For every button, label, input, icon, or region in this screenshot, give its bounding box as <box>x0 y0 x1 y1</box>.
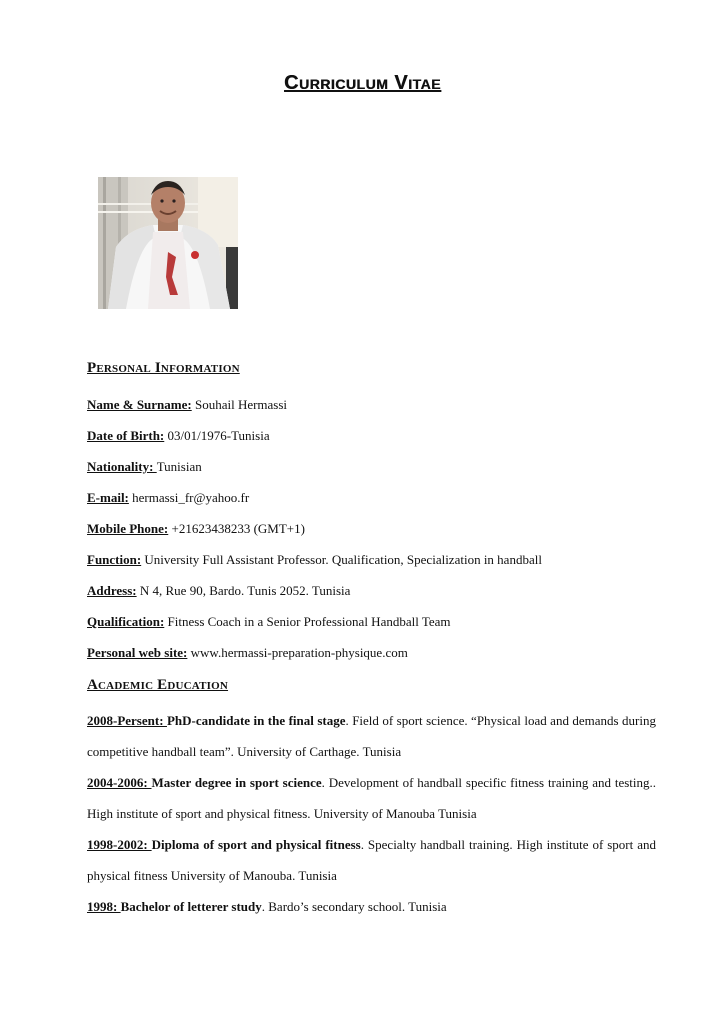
personal-information-heading: Personal Information <box>87 360 240 376</box>
field-label: Personal web site: <box>87 645 188 660</box>
field-date-of-birth <box>87 428 270 444</box>
education-years: 2004-2006: <box>87 775 152 790</box>
field-value: University Full Assistant Professor. Qualification, Specialization in handball <box>141 552 542 567</box>
field-label: Name & Surname: <box>87 397 192 412</box>
education-details: . Bardo’s secondary school. Tunisia <box>261 899 447 914</box>
document-title: Curriculum Vitae <box>284 72 441 94</box>
academic-education-heading: Academic Education <box>87 677 229 693</box>
education-entry-phd <box>87 705 656 767</box>
field-value: www.hermassi-preparation-physique.com <box>187 645 408 660</box>
field-label: Function: <box>87 552 142 567</box>
field-label: E-mail: <box>87 490 129 505</box>
field-value: Souhail Hermassi <box>191 397 288 412</box>
field-name <box>87 397 287 413</box>
education-details: . Field of sport science. “Physical load and demands during competitive handball team”. University of Carthage. Tunisia <box>87 713 657 759</box>
field-label: Mobile Phone: <box>87 521 169 536</box>
education-entry-bachelor <box>87 891 656 922</box>
field-label: Qualification: <box>87 614 165 629</box>
field-label: Address: <box>87 583 137 598</box>
field-value: Fitness Coach in a Senior Professional Handball Team <box>164 614 451 629</box>
field-value: +21623438233 (GMT+1) <box>168 521 305 536</box>
education-years: 1998-2002: <box>87 837 152 852</box>
education-entry-master <box>87 767 656 829</box>
field-value: N 4, Rue 90, Bardo. Tunis 2052. Tunisia <box>136 583 351 598</box>
education-degree: Master degree in sport science <box>151 775 322 790</box>
field-label: Date of Birth: <box>87 428 165 443</box>
education-degree: Diploma of sport and physical fitness <box>151 837 361 852</box>
field-function <box>87 552 542 568</box>
portrait-photo <box>98 177 238 309</box>
education-years: 2008-Persent: <box>87 713 167 728</box>
education-entry-diploma <box>87 829 656 891</box>
field-nationality <box>87 459 202 475</box>
field-email <box>87 490 249 506</box>
field-value: Tunisian <box>156 459 202 474</box>
field-label: Nationality: <box>87 459 157 474</box>
education-details: . Specialty handball training. High institute of sport and physical fitness University of Manouba. Tunisia <box>87 837 656 883</box>
education-degree: PhD-candidate in the final stage <box>166 713 346 728</box>
field-address <box>87 583 350 599</box>
field-mobile-phone <box>87 521 305 537</box>
education-years: 1998: <box>87 899 121 914</box>
field-qualification <box>87 614 451 630</box>
education-details: . Development of handball specific fitness training and testing.. High institute of sport and physical fitness. University of Manouba Tunisia <box>87 775 656 821</box>
field-value: 03/01/1976-Tunisia <box>164 428 270 443</box>
education-degree: Bachelor of letterer study <box>120 899 262 914</box>
field-value: hermassi_fr@yahoo.fr <box>128 490 250 505</box>
field-personal-web-site <box>87 645 408 661</box>
